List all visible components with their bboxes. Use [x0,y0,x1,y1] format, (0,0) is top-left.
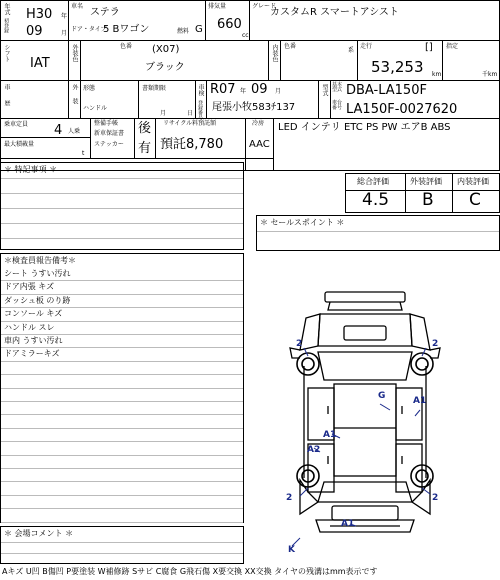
inspector-note-line: ダッシュ板 のり跡 [4,295,71,305]
recycle-fee: 預託8,780 [160,137,224,152]
inspector-rule [1,294,243,295]
inspector-rule [1,522,243,523]
mileage-box: [] [425,42,433,53]
inspector-rule [1,428,243,429]
special-notes-title: ＊ 特記事項 ＊ [4,165,58,174]
inspector-rule [1,388,243,389]
mileage-unit: km [432,71,442,78]
exterior-color-label: 外装色 [71,44,78,62]
inspector-rule [1,414,243,415]
inspector-rule [1,495,243,496]
diagram-mark: 2 [432,493,439,503]
color-name: ブラック [145,62,185,73]
inspector-notes-title: ＊検査員報告備考＊ [4,256,76,265]
inspector-rule [1,441,243,442]
plate-number: 尾張小牧583ﾁ137 [212,102,296,113]
displacement: 660 [217,17,242,32]
interior-color-suffix: 系 [348,47,355,54]
capacity-unit: 人乗 [68,128,81,135]
inspector-rule [1,374,243,375]
equipment: LED インテリ ETC PS PW エアB ABS [278,122,451,133]
inspection-label: 車検 [197,84,204,96]
car-diagram [270,288,460,550]
has-item: 有 [138,141,152,156]
diagram-mark: A1 [341,519,355,529]
color-code-label: 色番 [120,43,133,50]
side-label-reg: 初登録 [3,18,9,33]
diagram-mark: 2 [286,493,293,503]
diagram-mark: K [288,545,295,555]
color-code: (X07) [152,44,180,55]
diagram-mark: 2 [296,339,303,349]
inspector-rule [1,321,243,322]
inspector-rule [1,481,243,482]
recycle-label: リサイクル料預託額 [163,120,217,127]
diagram-mark: A1 [323,430,337,440]
doc-label: 書類期限 [142,85,167,92]
mileage: 53,253 [371,58,424,76]
year-code: H30 [26,7,53,22]
inspection-year-unit: 年 [240,88,247,95]
year-label: 年 [61,13,68,20]
interior-grade-label: 内装評価 [457,177,489,186]
car-name-label: 車名 [71,3,84,10]
seat-position: 後 [138,121,152,136]
inspection-month: 09 [251,82,268,97]
inspector-rule [1,307,243,308]
sticker-label: ステッカー [94,141,124,148]
car-name: ステラ [90,7,120,18]
inspector-rule [1,401,243,402]
reg-month: 09 [26,24,43,39]
venue-comment-title: ＊ 会場コメント ＊ [4,529,74,538]
new-warranty-label: 新車保証書 [94,130,125,137]
type-label: 型式 [321,84,328,96]
doc-month-unit: 月 [160,110,167,117]
overall-grade-label: 総合評価 [357,177,389,186]
diagram-mark: A1 [413,396,427,406]
month-label: 月 [61,30,68,37]
chassis-label: 車台番号 [332,100,343,111]
inspection-year: R07 [210,82,236,97]
capacity-label: 乗車定員 [4,121,29,128]
fuel: G [195,24,203,35]
fixed-label: 指定 [446,43,459,50]
ac-label: 冷房 [252,120,265,127]
history-label: 車歴 [3,84,10,116]
max-load-unit: t [82,150,85,157]
displacement-unit: cc [242,32,249,39]
footer-legend: Aキズ U凹 B傷凹 P要塗装 W補修跡 Sサビ C腐食 G飛石傷 X要交換 XX交換 タイヤの残溝はmm表示です [2,567,378,576]
inspector-rule [1,468,243,469]
inspection-month-unit: 月 [275,88,282,95]
inspector-note-line: ドアミラーキズ [4,349,60,359]
model-code: DBA-LA150F [346,83,427,98]
exterior-grade-label: 外装評価 [410,177,442,186]
inspector-note-line: ドア内張 キズ [4,282,55,292]
exterior-grade: B [422,190,434,210]
chassis-number: LA150F-0027620 [346,102,458,117]
base-type-label: 基本型式 [332,82,343,93]
inspector-note-line: シート うすい汚れ [4,269,71,278]
inspector-rule [1,361,243,362]
door-type: 5 Bワゴン [103,24,150,35]
capacity: 4 [54,123,63,138]
warranty-label: 整備手帳 [94,120,119,127]
displacement-label: 排気量 [208,3,227,10]
fixed-unit: 千km [482,71,498,78]
exterior-label: 外装 [71,84,78,112]
inspector-rule [1,334,243,335]
inspector-rule [1,508,243,509]
inspector-note-line: 車内 うすい汚れ [4,336,63,345]
shift-label: シフト [3,44,10,62]
mileage-label: 走行 [360,43,373,50]
inspector-note-line: コンソール キズ [4,309,63,319]
sales-point-title: ＊ セールスポイント ＊ [260,218,345,227]
fuel-label: 燃料 [177,28,190,35]
inspector-rule [1,347,243,348]
inspector-note-line: ハンドル スレ [4,322,55,332]
plate-label: 登録番号 [197,100,203,120]
diagram-mark: A2 [307,445,321,455]
interior-color-label: 内装色 [271,44,278,62]
max-load-label: 最大積載量 [4,141,35,148]
interior-grade: C [469,190,481,210]
overall-grade: 4.5 [362,190,390,210]
inspector-rule [1,455,243,456]
shift: IAT [30,56,50,71]
shape-label: 形態 [83,85,96,92]
grade-label: グレード [252,3,277,10]
diagram-mark: G [378,391,386,401]
ac: AAC [249,139,270,150]
grade: カスタムR スマートアシスト [270,7,399,18]
special-notes-box [0,162,244,250]
diagram-mark: 2 [432,339,439,349]
side-label-year: 年式 [3,3,10,15]
doc-day-unit: 日 [187,110,194,117]
handle-label: ハンドル [83,105,108,112]
interior-color-code-label: 色番 [284,43,297,50]
door-type-label: ドア・タイプ [71,26,107,33]
